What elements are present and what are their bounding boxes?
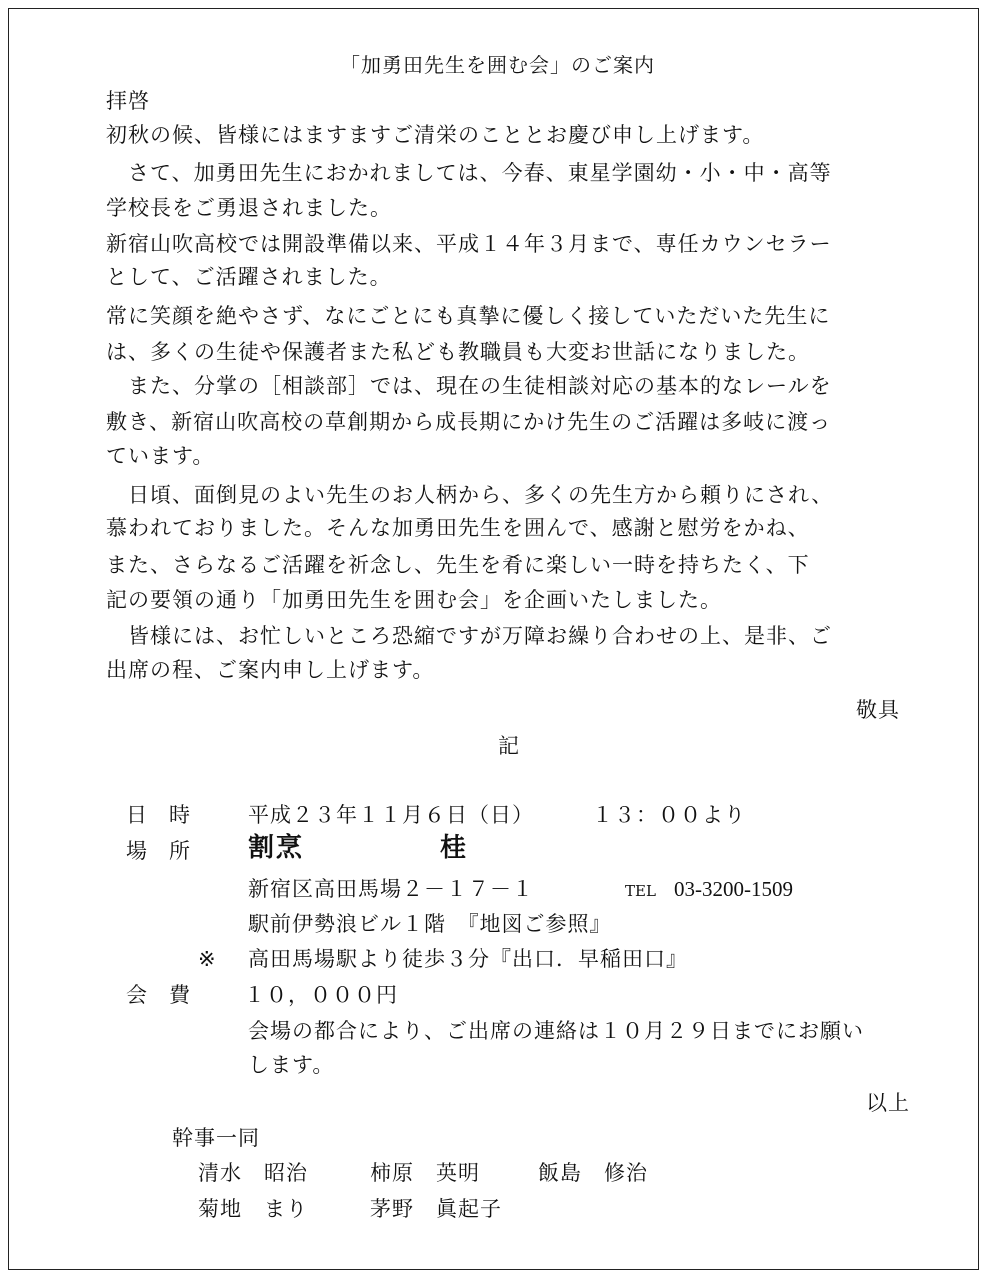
ki-heading: 記 — [498, 734, 520, 758]
document-title: 「加勇田先生を囲む会」のご案内 — [340, 53, 655, 77]
salutation: 拝啓 — [106, 89, 150, 113]
organizer-name: 清水 昭治 — [198, 1161, 308, 1185]
organizer-name: 飯島 修治 — [538, 1161, 648, 1185]
body-line: 新宿山吹高校では開設準備以来、平成１４年３月まで、専任カウンセラー — [106, 232, 832, 256]
organizer-name: 柿原 英明 — [370, 1161, 480, 1185]
tel-label: TEL — [625, 882, 656, 900]
venue-address: 新宿区高田馬場２－１７－１ — [248, 877, 534, 901]
fee-value: １０，０００円 — [244, 983, 398, 1007]
venue-building: 駅前伊勢浪ビル１階 『地図ご参照』 — [248, 912, 612, 936]
body-line: 学校長をご勇退されました。 — [106, 196, 392, 220]
body-line: 慕われておりました。そんな加勇田先生を囲んで、感謝と慰労をかね、 — [106, 516, 810, 540]
body-line: また、さらなるご活躍を祈念し、先生を肴に楽しい一時を持ちたく、下 — [106, 553, 810, 577]
closing-ijou: 以上 — [866, 1091, 910, 1115]
date-value: 平成２３年１１月６日（日） — [248, 803, 534, 827]
note-mark: ※ — [198, 947, 217, 971]
closing-keigu: 敬具 — [856, 698, 900, 722]
venue-name-kei: 桂 — [440, 833, 468, 863]
fee-label: 会費 — [126, 983, 212, 1007]
body-line: さて、加勇田先生におかれましては、今春、東星学園幼・小・中・高等 — [106, 161, 832, 185]
body-line: 記の要領の通り「加勇田先生を囲む会」を企画いたしました。 — [106, 588, 722, 612]
place-label: 場所 — [126, 839, 212, 863]
date-label: 日時 — [126, 803, 212, 827]
organizer-name: 茅野 眞起子 — [370, 1197, 502, 1221]
body-line: ています。 — [106, 444, 215, 468]
body-line: 出席の程、ご案内申し上げます。 — [106, 658, 435, 682]
organizer-name: 菊地 まり — [198, 1197, 308, 1221]
venue-name: 割烹 — [248, 833, 305, 863]
body-line: 皆様には、お忙しいところ恐縮ですが万障お繰り合わせの上、是非、ご — [106, 624, 832, 648]
body-line: は、多くの生徒や保護者また私ども教職員も大変お世話になりました。 — [106, 340, 810, 364]
tel-number: 03-3200-1509 — [674, 877, 793, 901]
body-line: 常に笑顔を絶やさず、なにごとにも真摯に優しく接していただいた先生に — [106, 304, 831, 328]
body-line: また、分掌の［相談部］では、現在の生徒相談対応の基本的なレールを — [106, 374, 832, 398]
access-info: 高田馬場駅より徒歩３分『出口．早稲田口』 — [248, 947, 688, 971]
body-line: 日頃、面倒見のよい先生のお人柄から、多くの先生方から頼りにされ、 — [106, 483, 834, 507]
body-line: 初秋の候、皆様にはますますご清栄のこととお慶び申し上げます。 — [106, 123, 765, 147]
rsvp-note: 会場の都合により、ご出席の連絡は１０月２９日までにお願い — [248, 1019, 864, 1043]
body-line: として、ご活躍されました。 — [106, 265, 392, 289]
time-value: １３：００より — [592, 803, 746, 827]
rsvp-note-cont: します。 — [248, 1053, 335, 1077]
organizers-heading: 幹事一同 — [172, 1126, 260, 1150]
body-line: 敷き、新宿山吹高校の草創期から成長期にかけ先生のご活躍は多岐に渡っ — [106, 410, 832, 434]
